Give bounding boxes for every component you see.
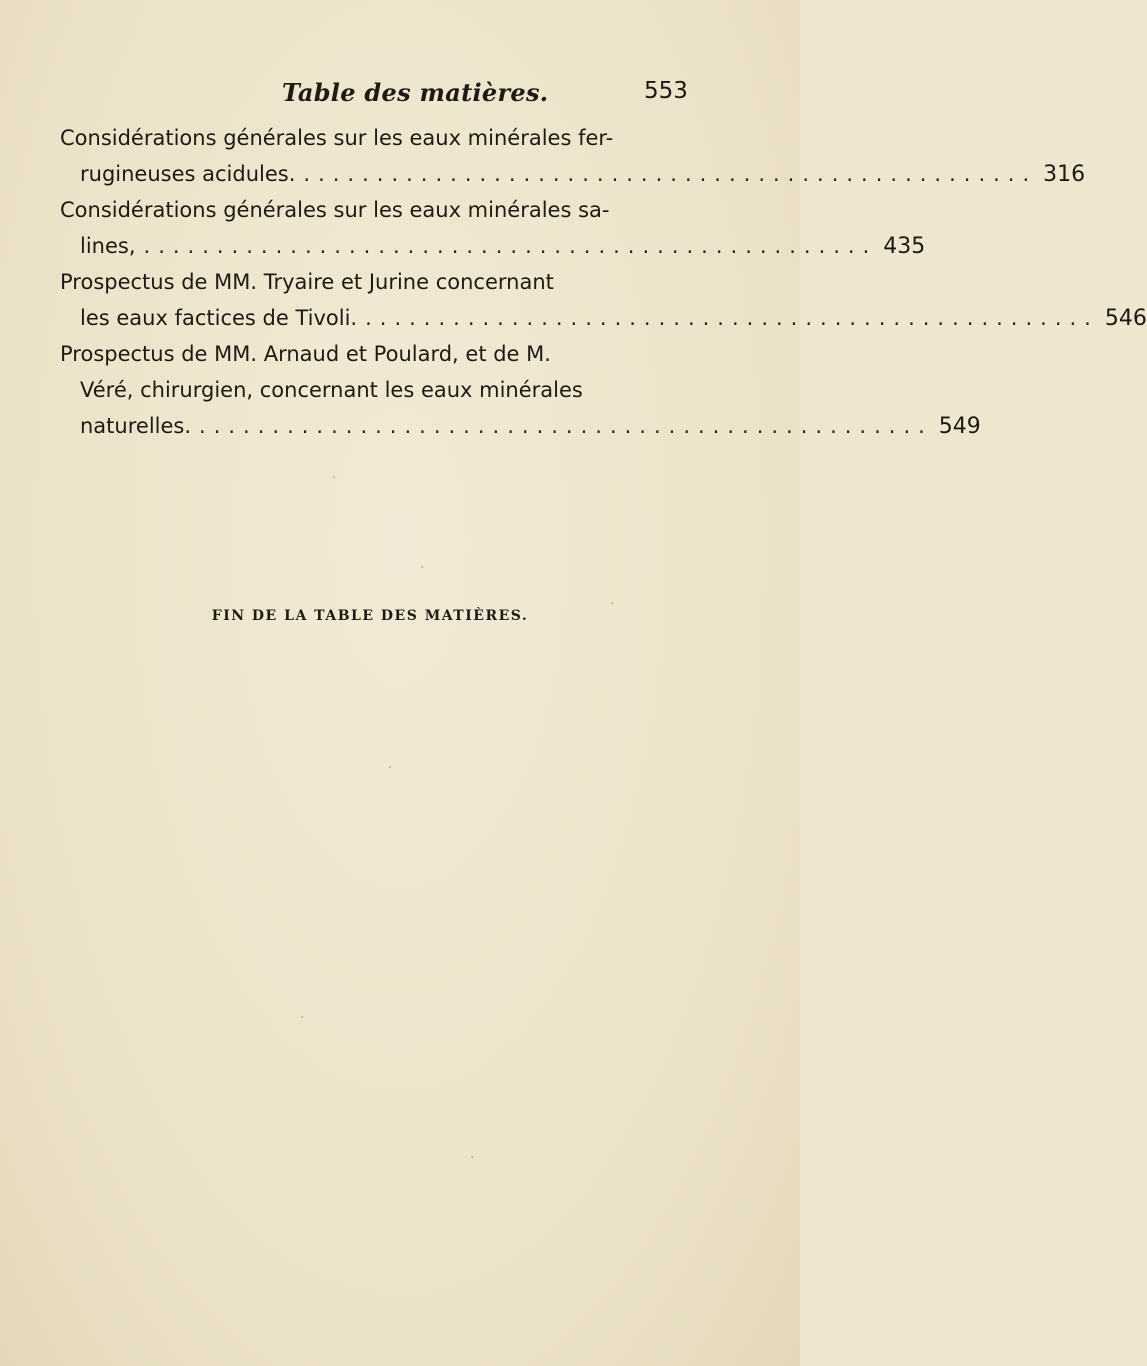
- entry-line: Considérations générales sur les eaux minérales sa-: [60, 198, 610, 222]
- entry-last-line: [60, 300, 1147, 336]
- header-page-number: 553: [644, 78, 688, 104]
- toc-entry: [60, 120, 1086, 192]
- toc-entry: [60, 336, 981, 444]
- entry-page-number: 435: [883, 234, 926, 259]
- entry-text: naturelles.: [80, 414, 192, 438]
- entry-page-number: 546: [1104, 306, 1147, 331]
- end-of-table-text: FIN DE LA TABLE DES MATIÈRES.: [211, 608, 529, 624]
- entry-text: les eaux factices de Tivoli.: [80, 306, 358, 330]
- entry-last-line: [60, 408, 981, 444]
- entry-page-number: 316: [1043, 162, 1086, 187]
- dot-leader: ..................................................: [143, 234, 878, 258]
- entry-line: Considérations générales sur les eaux minérales fer-: [60, 126, 614, 150]
- end-of-table-note: [0, 608, 800, 624]
- toc-entry: [60, 264, 1147, 336]
- entry-page-number: 549: [938, 414, 981, 439]
- entry-line: Prospectus de MM. Arnaud et Poulard, et de M.: [60, 342, 551, 366]
- entry-line: Véré, chirurgien, concernant les eaux minérales: [80, 378, 583, 402]
- paper-speck: ·: [420, 560, 425, 576]
- paper-speck: ·: [300, 1010, 305, 1026]
- entry-text: rugineuses acidules.: [80, 162, 296, 186]
- dot-leader: ..................................................: [199, 414, 933, 438]
- dot-leader: ..................................................: [303, 162, 1038, 186]
- entry-last-line: [60, 228, 926, 264]
- toc-entry: [60, 192, 926, 264]
- paper-speck: ·: [388, 760, 393, 776]
- header-title: Table des matières.: [282, 78, 549, 107]
- paper-speck: ·: [470, 1150, 475, 1166]
- dot-leader: ..................................................: [365, 306, 1099, 330]
- paper-speck: ·: [610, 596, 615, 612]
- paper-speck: ·: [332, 470, 337, 486]
- running-header: [0, 78, 800, 114]
- entry-text: lines,: [80, 234, 136, 258]
- entry-line: Prospectus de MM. Tryaire et Jurine concernant: [60, 270, 554, 294]
- entry-last-line: [60, 156, 1086, 192]
